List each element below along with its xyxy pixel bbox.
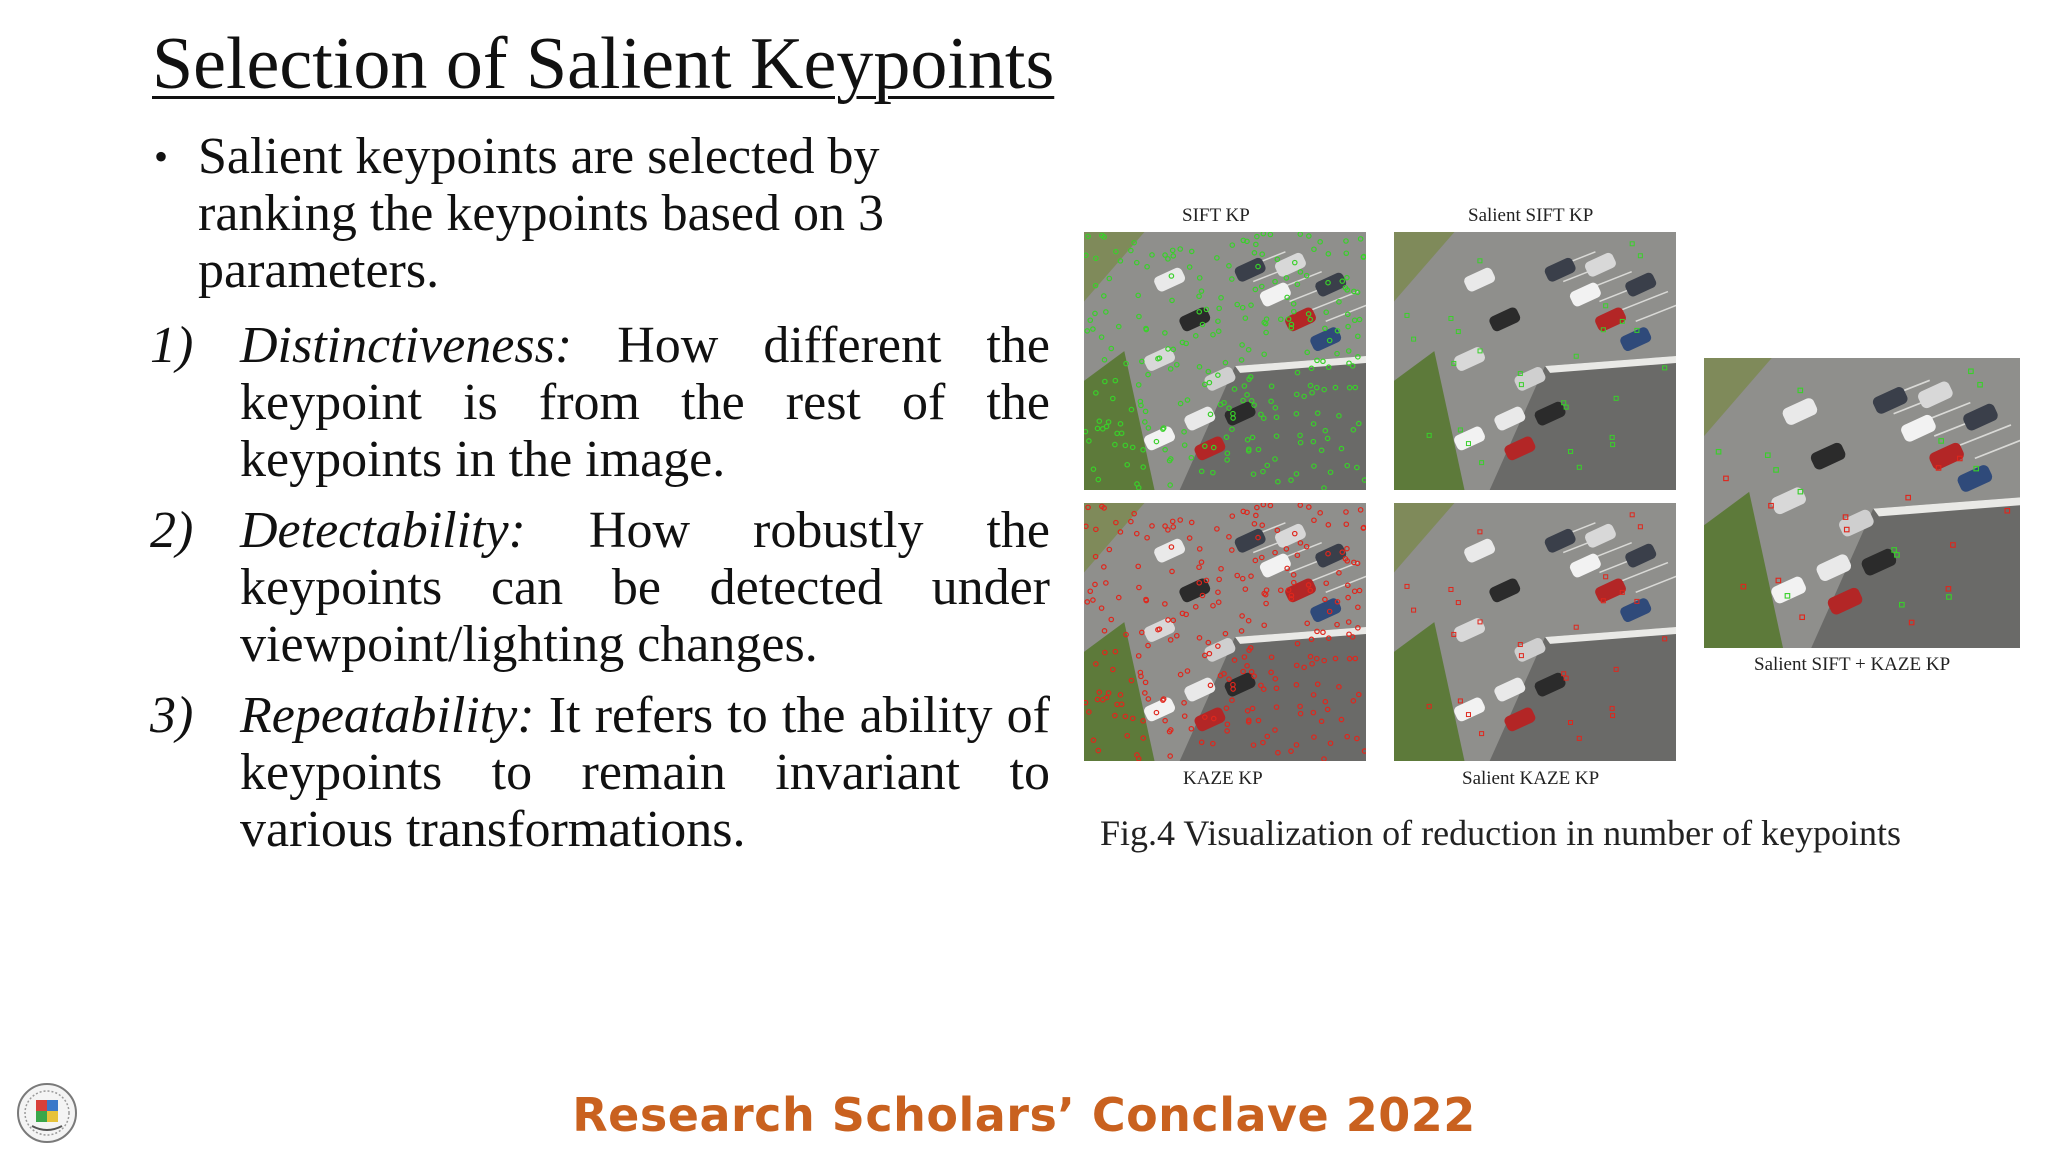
item-description: How different the keypoint is from the rest of the keypoints in the image. — [240, 317, 1050, 488]
list-item-repeatability — [150, 687, 1050, 858]
slide-body — [150, 128, 1050, 872]
item-text — [240, 317, 1050, 488]
intro-bullet-text: Salient keypoints are selected by ranking the keypoints based on 3 parameters. — [198, 128, 884, 299]
conference-footer: Research Scholars’ Conclave 2022 — [572, 1088, 1476, 1142]
label-sift-kp: SIFT KP — [1182, 205, 1250, 226]
figure-caption: Fig.4 Visualization of reduction in number of keypoints — [1100, 813, 1902, 853]
item-text — [240, 687, 1050, 858]
image-salient-sift-kp — [1394, 232, 1676, 490]
label-kaze-kp: KAZE KP — [1183, 768, 1263, 789]
item-number: 3) — [150, 687, 194, 744]
item-term: Distinctiveness: — [240, 317, 573, 374]
image-salient-kaze-kp — [1394, 503, 1676, 761]
image-kaze-kp — [1084, 503, 1366, 761]
label-salient-sift-kp: Salient SIFT KP — [1468, 205, 1594, 226]
intro-bullet — [150, 128, 1050, 299]
label-salient-sift-kaze-kp: Salient SIFT + KAZE KP — [1754, 654, 1951, 675]
item-description: How robustly the keypoints can be detected under viewpoint/lighting changes. — [240, 502, 1050, 673]
item-text — [240, 502, 1050, 673]
image-sift-kp — [1084, 232, 1366, 490]
bullet-dot-icon: • — [154, 134, 169, 179]
list-item-distinctiveness — [150, 317, 1050, 488]
label-salient-kaze-kp: Salient KAZE KP — [1462, 768, 1600, 789]
slide-title: Selection of Salient Keypoints — [152, 23, 1055, 105]
item-term: Detectability: — [240, 502, 526, 559]
item-term: Repeatability: — [240, 687, 535, 744]
list-item-detectability — [150, 502, 1050, 673]
item-number: 1) — [150, 317, 194, 374]
image-salient-sift-kaze-kp — [1704, 358, 2020, 648]
item-number: 2) — [150, 502, 194, 559]
item-description: It refers to the ability of keypoints to remain invariant to various transformations. — [240, 687, 1050, 858]
